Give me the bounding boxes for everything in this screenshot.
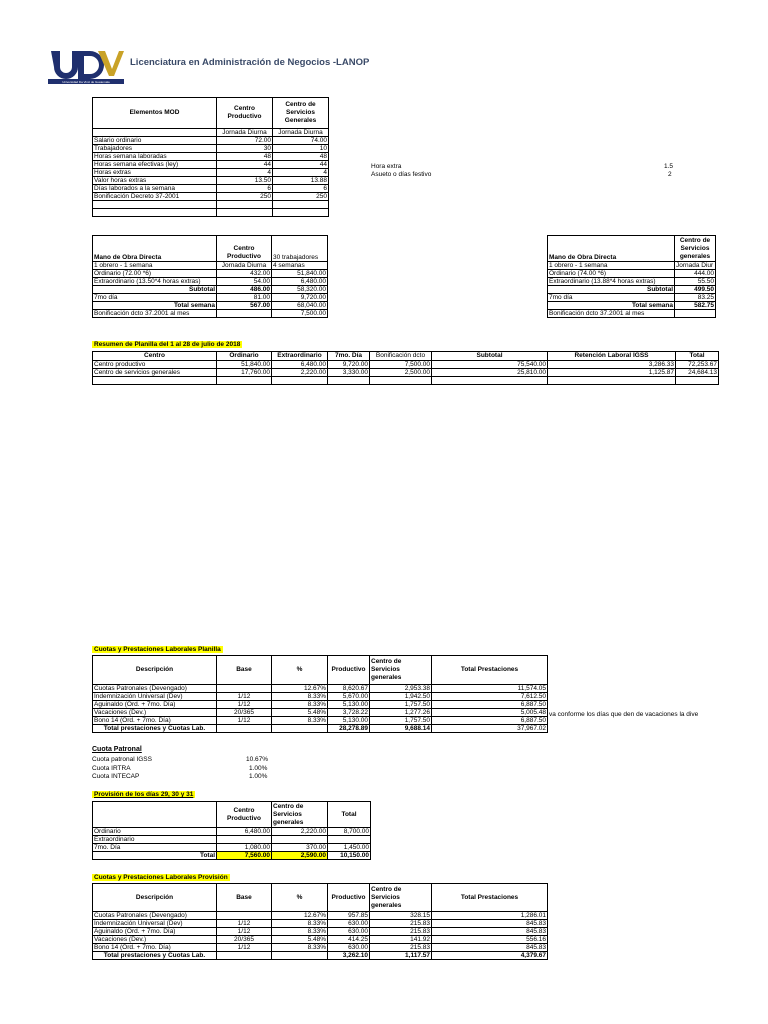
table-row: [548, 278, 716, 286]
cell: 10: [273, 145, 329, 153]
cell: 12.67%: [272, 912, 328, 920]
cell: 1,080.00: [217, 844, 272, 852]
cell: 24,684.13: [676, 369, 719, 377]
provision-dias-table: [92, 801, 371, 860]
cell: 1,757.50: [370, 717, 432, 725]
cuota-igss-value: 10.67%: [246, 756, 269, 763]
cell: 9,688.14: [370, 725, 432, 733]
cell: 630.00: [328, 928, 370, 936]
cell: 7,612.50: [432, 693, 548, 701]
cell: Subtotal: [548, 286, 675, 294]
table-row: [548, 286, 716, 294]
cell: 8,700.00: [328, 828, 371, 836]
cell: 8.33%: [272, 928, 328, 936]
cell: Jornada Diurna: [217, 262, 272, 270]
cell: Indemnización Universal (Dev): [93, 920, 217, 928]
cell: 20/365: [217, 936, 272, 944]
udv-logo: [48, 48, 124, 84]
cell: 432.00: [217, 270, 272, 278]
cell: Centro de servicios generales: [93, 369, 217, 377]
cell: 1 obrero - 1 semana: [548, 262, 675, 270]
cell: 44: [273, 161, 329, 169]
cell: 51,840.00: [272, 270, 328, 278]
cell: 8.33%: [272, 693, 328, 701]
table-row: [93, 153, 329, 161]
resumen-header-extraordinario: Extraordinario: [272, 352, 328, 361]
table-row: [93, 836, 371, 844]
table-row: [93, 369, 719, 377]
provision-header-1: Centro Productivo: [217, 802, 272, 828]
cuotas-planilla-title: Cuotas y Prestaciones Laborales Planilla: [94, 646, 221, 653]
cell: 5,130.00: [328, 701, 370, 709]
cuotas-planilla-table: [92, 655, 548, 733]
cell: 83.25: [675, 294, 716, 302]
cell: [217, 685, 272, 693]
cell: 6,887.50: [432, 717, 548, 725]
table-row: [93, 701, 548, 709]
table-row: [548, 270, 716, 278]
cell: Bonificación Decreto 37-2001: [93, 193, 217, 201]
cell: 1,117.57: [370, 952, 432, 960]
table-row: [93, 137, 329, 145]
table-row: [93, 685, 548, 693]
cell: 7mo día: [548, 294, 675, 302]
mod-subhead-0: [93, 129, 217, 137]
cell: 5.48%: [272, 709, 328, 717]
cell: 250: [217, 193, 273, 201]
cuotas-provision-header-5: Total Prestaciones: [432, 884, 548, 912]
cell: 5.48%: [272, 936, 328, 944]
table-row: [93, 302, 328, 310]
mo-csg-header-0: Mano de Obra Directa: [548, 236, 675, 262]
table-row: [93, 844, 371, 852]
cuotas-provision-header-2: %: [272, 884, 328, 912]
table-row: [93, 294, 328, 302]
provision-dias-title: Provisión de los días 29, 30 y 31: [94, 791, 194, 798]
cell: Extraordinario: [93, 836, 217, 844]
cell: 28,278.89: [328, 725, 370, 733]
cell: 1,277.26: [370, 709, 432, 717]
cell: 1/12: [217, 701, 272, 709]
cell: 11,574.05: [432, 685, 548, 693]
mod-header-2: Centro de Servicios Generales: [273, 98, 329, 129]
cell: Total prestaciones y Cuotas Lab.: [93, 952, 217, 960]
cell: 13.50: [217, 177, 273, 185]
cell: 37,967.02: [432, 725, 548, 733]
cell: 55.50: [675, 278, 716, 286]
mo-cp-header-2: 30 trabajadores: [272, 236, 328, 262]
cell: 556.16: [432, 936, 548, 944]
cell: 2,590.00: [272, 852, 328, 860]
cell: 1/12: [217, 944, 272, 952]
cell: 58,320.00: [272, 286, 328, 294]
cell: 48: [273, 153, 329, 161]
cell: 7,560.00: [217, 852, 272, 860]
cell: Extraordinario (13.88*4 horas extras): [548, 278, 675, 286]
table-row: [93, 725, 548, 733]
cell: 8,620.67: [328, 685, 370, 693]
cell: 582.75: [675, 302, 716, 310]
mod-subhead-1: Jornada Diurna: [217, 129, 273, 137]
cell: Horas semana laboradas: [93, 153, 217, 161]
table-row: [93, 270, 328, 278]
cell: 6,480.00: [272, 361, 328, 369]
table-row: [93, 920, 548, 928]
cell: [675, 310, 716, 318]
table-row: [93, 169, 329, 177]
cuotas-planilla-header-0: Descripción: [93, 656, 217, 685]
table-row: [93, 928, 548, 936]
cell: 13.88: [273, 177, 329, 185]
table-row: [93, 693, 548, 701]
cell: 48: [217, 153, 273, 161]
cell: [217, 952, 272, 960]
cell: Bono 14 (Ord. + 7mo. Día): [93, 717, 217, 725]
cell: 4 semanas: [272, 262, 328, 270]
cell: [272, 725, 328, 733]
cell: 6: [217, 185, 273, 193]
cell: 3,262.10: [328, 952, 370, 960]
cell: 2,220.00: [272, 369, 328, 377]
table-row: [93, 286, 328, 294]
resumen-header-igss: Retención Laboral IGSS: [548, 352, 676, 361]
cell: Total semana: [93, 302, 217, 310]
table-row: [548, 302, 716, 310]
cell: Total semana: [548, 302, 675, 310]
cell: 2,500.00: [370, 369, 432, 377]
resumen-table: [92, 351, 719, 385]
table-row: [93, 717, 548, 725]
cuota-intecap-value: 1.00%: [249, 773, 268, 780]
cell: Vacaciones (Dev.): [93, 709, 217, 717]
cell: 3,330.00: [328, 369, 370, 377]
table-row: [93, 936, 548, 944]
cell: 1,450.00: [328, 844, 371, 852]
cell: 845.83: [432, 928, 548, 936]
mo-cp-table: [92, 235, 328, 318]
cuota-patronal-title: Cuota Patronal: [92, 746, 142, 753]
cell: Total: [93, 852, 217, 860]
cell: 4: [217, 169, 273, 177]
provision-header-2: Centro de Servicios generales: [272, 802, 328, 828]
cell: 81.00: [217, 294, 272, 302]
table-row: [93, 193, 329, 201]
factor-value-hora-extra: 1.5: [664, 163, 674, 170]
cell: 3,286.33: [548, 361, 676, 369]
cell: 9,720.00: [328, 361, 370, 369]
cell: Vacaciones (Dev.): [93, 936, 217, 944]
cell: 630.00: [328, 944, 370, 952]
cell: 6,480.00: [217, 828, 272, 836]
table-row: [93, 145, 329, 153]
cell: Indemnización Universal (Dev): [93, 693, 217, 701]
cell: 17,760.00: [217, 369, 272, 377]
cell: Extraordinario (13.50*4 horas extras): [93, 278, 217, 286]
resumen-header-ordinario: Ordinario: [217, 352, 272, 361]
cell: 68,040.00: [272, 302, 328, 310]
table-row: [93, 161, 329, 169]
cell: 2,220.00: [272, 828, 328, 836]
cell: [272, 952, 328, 960]
cell: 957.85: [328, 912, 370, 920]
cuotas-provision-header-3: Productivo: [328, 884, 370, 912]
cuotas-provision-title: Cuotas y Prestaciones Laborales Provisión: [94, 874, 228, 881]
cuota-igss-label: Cuota patronal IGSS: [92, 756, 152, 763]
table-row: [93, 952, 548, 960]
factor-label-hora-extra: Hora extra: [371, 163, 402, 170]
cell: 74.00: [273, 137, 329, 145]
cell: Salario ordinario: [93, 137, 217, 145]
mo-csg-header-1: Centro de Servicios generales: [675, 236, 716, 262]
cell: 8.33%: [272, 717, 328, 725]
cell: Horas extras: [93, 169, 217, 177]
cell: [217, 836, 272, 844]
cell: 215.83: [370, 944, 432, 952]
cell: 215.83: [370, 928, 432, 936]
cuotas-provision-header-0: Descripción: [93, 884, 217, 912]
cell: 75,540.00: [432, 361, 548, 369]
cuotas-planilla-header-1: Base: [217, 656, 272, 685]
mo-cp-header-1: Centro Productivo: [217, 236, 272, 262]
table-row: [93, 177, 329, 185]
cell: 9,720.00: [272, 294, 328, 302]
cell: 2,953.38: [370, 685, 432, 693]
cell: 1,125.87: [548, 369, 676, 377]
cuota-irtra-label: Cuota IRTRA: [92, 765, 131, 772]
cell: 250: [273, 193, 329, 201]
cell: 6,480.00: [272, 278, 328, 286]
cell: 1,942.50: [370, 693, 432, 701]
cell: [272, 836, 328, 844]
resumen-header-bonificacion: Bonificación dcto: [370, 352, 432, 361]
cell: 7,500.00: [272, 310, 328, 318]
cell: 1,286.01: [432, 912, 548, 920]
cell: 7mo. Día: [93, 844, 217, 852]
cuotas-planilla-header-3: Productivo: [328, 656, 370, 685]
table-row: [93, 185, 329, 193]
cell: 499.50: [675, 286, 716, 294]
table-row: [93, 852, 371, 860]
cell: 414.25: [328, 936, 370, 944]
cell: [217, 310, 272, 318]
table-row: [93, 310, 328, 318]
cell: 7,500.00: [370, 361, 432, 369]
cell: 8.33%: [272, 920, 328, 928]
cuotas-provision-header-4: Centro de Servicios generales: [370, 884, 432, 912]
table-row: [93, 262, 328, 270]
cell: 54.00: [217, 278, 272, 286]
cell: 10,150.00: [328, 852, 371, 860]
table-row: [93, 709, 548, 717]
cell: 30: [217, 145, 273, 153]
cell: 215.83: [370, 920, 432, 928]
cell: [328, 836, 371, 844]
provision-header-3: Total: [328, 802, 371, 828]
table-row: [93, 944, 548, 952]
mod-header-0: Elementos MOD: [93, 98, 217, 129]
cell: 328.15: [370, 912, 432, 920]
cell: 44: [217, 161, 273, 169]
cell: Cuotas Patronales (Devengado): [93, 685, 217, 693]
page-title: Licenciatura en Administración de Negocios -LANOP: [130, 57, 370, 68]
mod-table: [92, 97, 329, 217]
cell: 20/365: [217, 709, 272, 717]
factor-value-asueto: 2: [668, 171, 672, 178]
cell: 845.83: [432, 944, 548, 952]
table-row: [548, 310, 716, 318]
resumen-header-total: Total: [676, 352, 719, 361]
factor-label-asueto: Asueto o días festivo: [371, 171, 432, 178]
cell: 845.83: [432, 920, 548, 928]
cuotas-planilla-header-4: Centro de Servicios generales: [370, 656, 432, 685]
cell: 72.00: [217, 137, 273, 145]
cuotas-planilla-header-5: Total Prestaciones: [432, 656, 548, 685]
cuota-intecap-label: Cuota INTECAP: [92, 773, 140, 780]
cell: Aguinaldo (Ord. + 7mo. Día): [93, 701, 217, 709]
table-row: [93, 278, 328, 286]
table-row: [548, 262, 716, 270]
cell: Jornada Diur: [675, 262, 716, 270]
cell: 1/12: [217, 920, 272, 928]
table-row: [93, 912, 548, 920]
mod-header-1: Centro Productivo: [217, 98, 273, 129]
cell: Centro productivo: [93, 361, 217, 369]
logo-text: Universidad Da Vinci de Guatemala: [62, 80, 110, 84]
cuotas-provision-header-1: Base: [217, 884, 272, 912]
cell: Trabajadores: [93, 145, 217, 153]
cell: 7mo día: [93, 294, 217, 302]
cell: 51,840.00: [217, 361, 272, 369]
resumen-header-7mo: 7mo. Día: [328, 352, 370, 361]
cell: 3,728.22: [328, 709, 370, 717]
mo-csg-table-main: [547, 235, 716, 318]
cell: Total prestaciones y Cuotas Lab.: [93, 725, 217, 733]
cell: Bonificación dcto 37.2001 al mes: [93, 310, 217, 318]
cell: Horas semana efectivas (ley): [93, 161, 217, 169]
mod-subhead-2: Jornada Diurna: [273, 129, 329, 137]
table-row: [548, 294, 716, 302]
cuotas-provision-table: [92, 883, 548, 960]
cell: 6,887.50: [432, 701, 548, 709]
cell: 1 obrero - 1 semana: [93, 262, 217, 270]
resumen-title: Resumen de Planilla del 1 al 28 de julio de 2018: [94, 341, 241, 348]
cell: 1,757.50: [370, 701, 432, 709]
cell: Aguinaldo (Ord. + 7mo. Día): [93, 928, 217, 936]
resumen-header-subtotal: Subtotal: [432, 352, 548, 361]
cell: [217, 912, 272, 920]
cell: 630.00: [328, 920, 370, 928]
cell: Días laborados a la semana: [93, 185, 217, 193]
provision-header-0: [93, 802, 217, 828]
table-row: [93, 828, 371, 836]
cell: 12.67%: [272, 685, 328, 693]
cell: [217, 725, 272, 733]
cell: 25,810.00: [432, 369, 548, 377]
cell: Cuotas Patronales (Devengado): [93, 912, 217, 920]
cell: 4: [273, 169, 329, 177]
cell: 1/12: [217, 693, 272, 701]
cell: 5,130.00: [328, 717, 370, 725]
mo-cp-header-0: Mano de Obra Directa: [93, 236, 217, 262]
cell: 72,253.67: [676, 361, 719, 369]
resumen-header-centro: Centro: [93, 352, 217, 361]
cell: 486.00: [217, 286, 272, 294]
cell: 1/12: [217, 928, 272, 936]
cell: Bono 14 (Ord. + 7mo. Día): [93, 944, 217, 952]
cell: 8.33%: [272, 944, 328, 952]
vacaciones-note: va conforme los días que den de vacaciones la dive: [549, 711, 699, 718]
cell: Valor horas extras: [93, 177, 217, 185]
table-row: [93, 361, 719, 369]
cell: 141.92: [370, 936, 432, 944]
cell: 370.00: [272, 844, 328, 852]
cell: Ordinario (72.00 *6): [93, 270, 217, 278]
cell: 567.00: [217, 302, 272, 310]
cell: Ordinario: [93, 828, 217, 836]
cuota-irtra-value: 1.00%: [249, 765, 268, 772]
cell: 444.00: [675, 270, 716, 278]
cell: Bonificación dcto 37.2001 al mes: [548, 310, 675, 318]
cuotas-planilla-header-2: %: [272, 656, 328, 685]
cell: 4,379.67: [432, 952, 548, 960]
cell: 5,670.00: [328, 693, 370, 701]
cell: Ordinario (74.00 *6): [548, 270, 675, 278]
cell: 1/12: [217, 717, 272, 725]
cell: 8.33%: [272, 701, 328, 709]
cell: 6: [273, 185, 329, 193]
cell: 5,005.48: [432, 709, 548, 717]
cell: Subtotal: [93, 286, 217, 294]
